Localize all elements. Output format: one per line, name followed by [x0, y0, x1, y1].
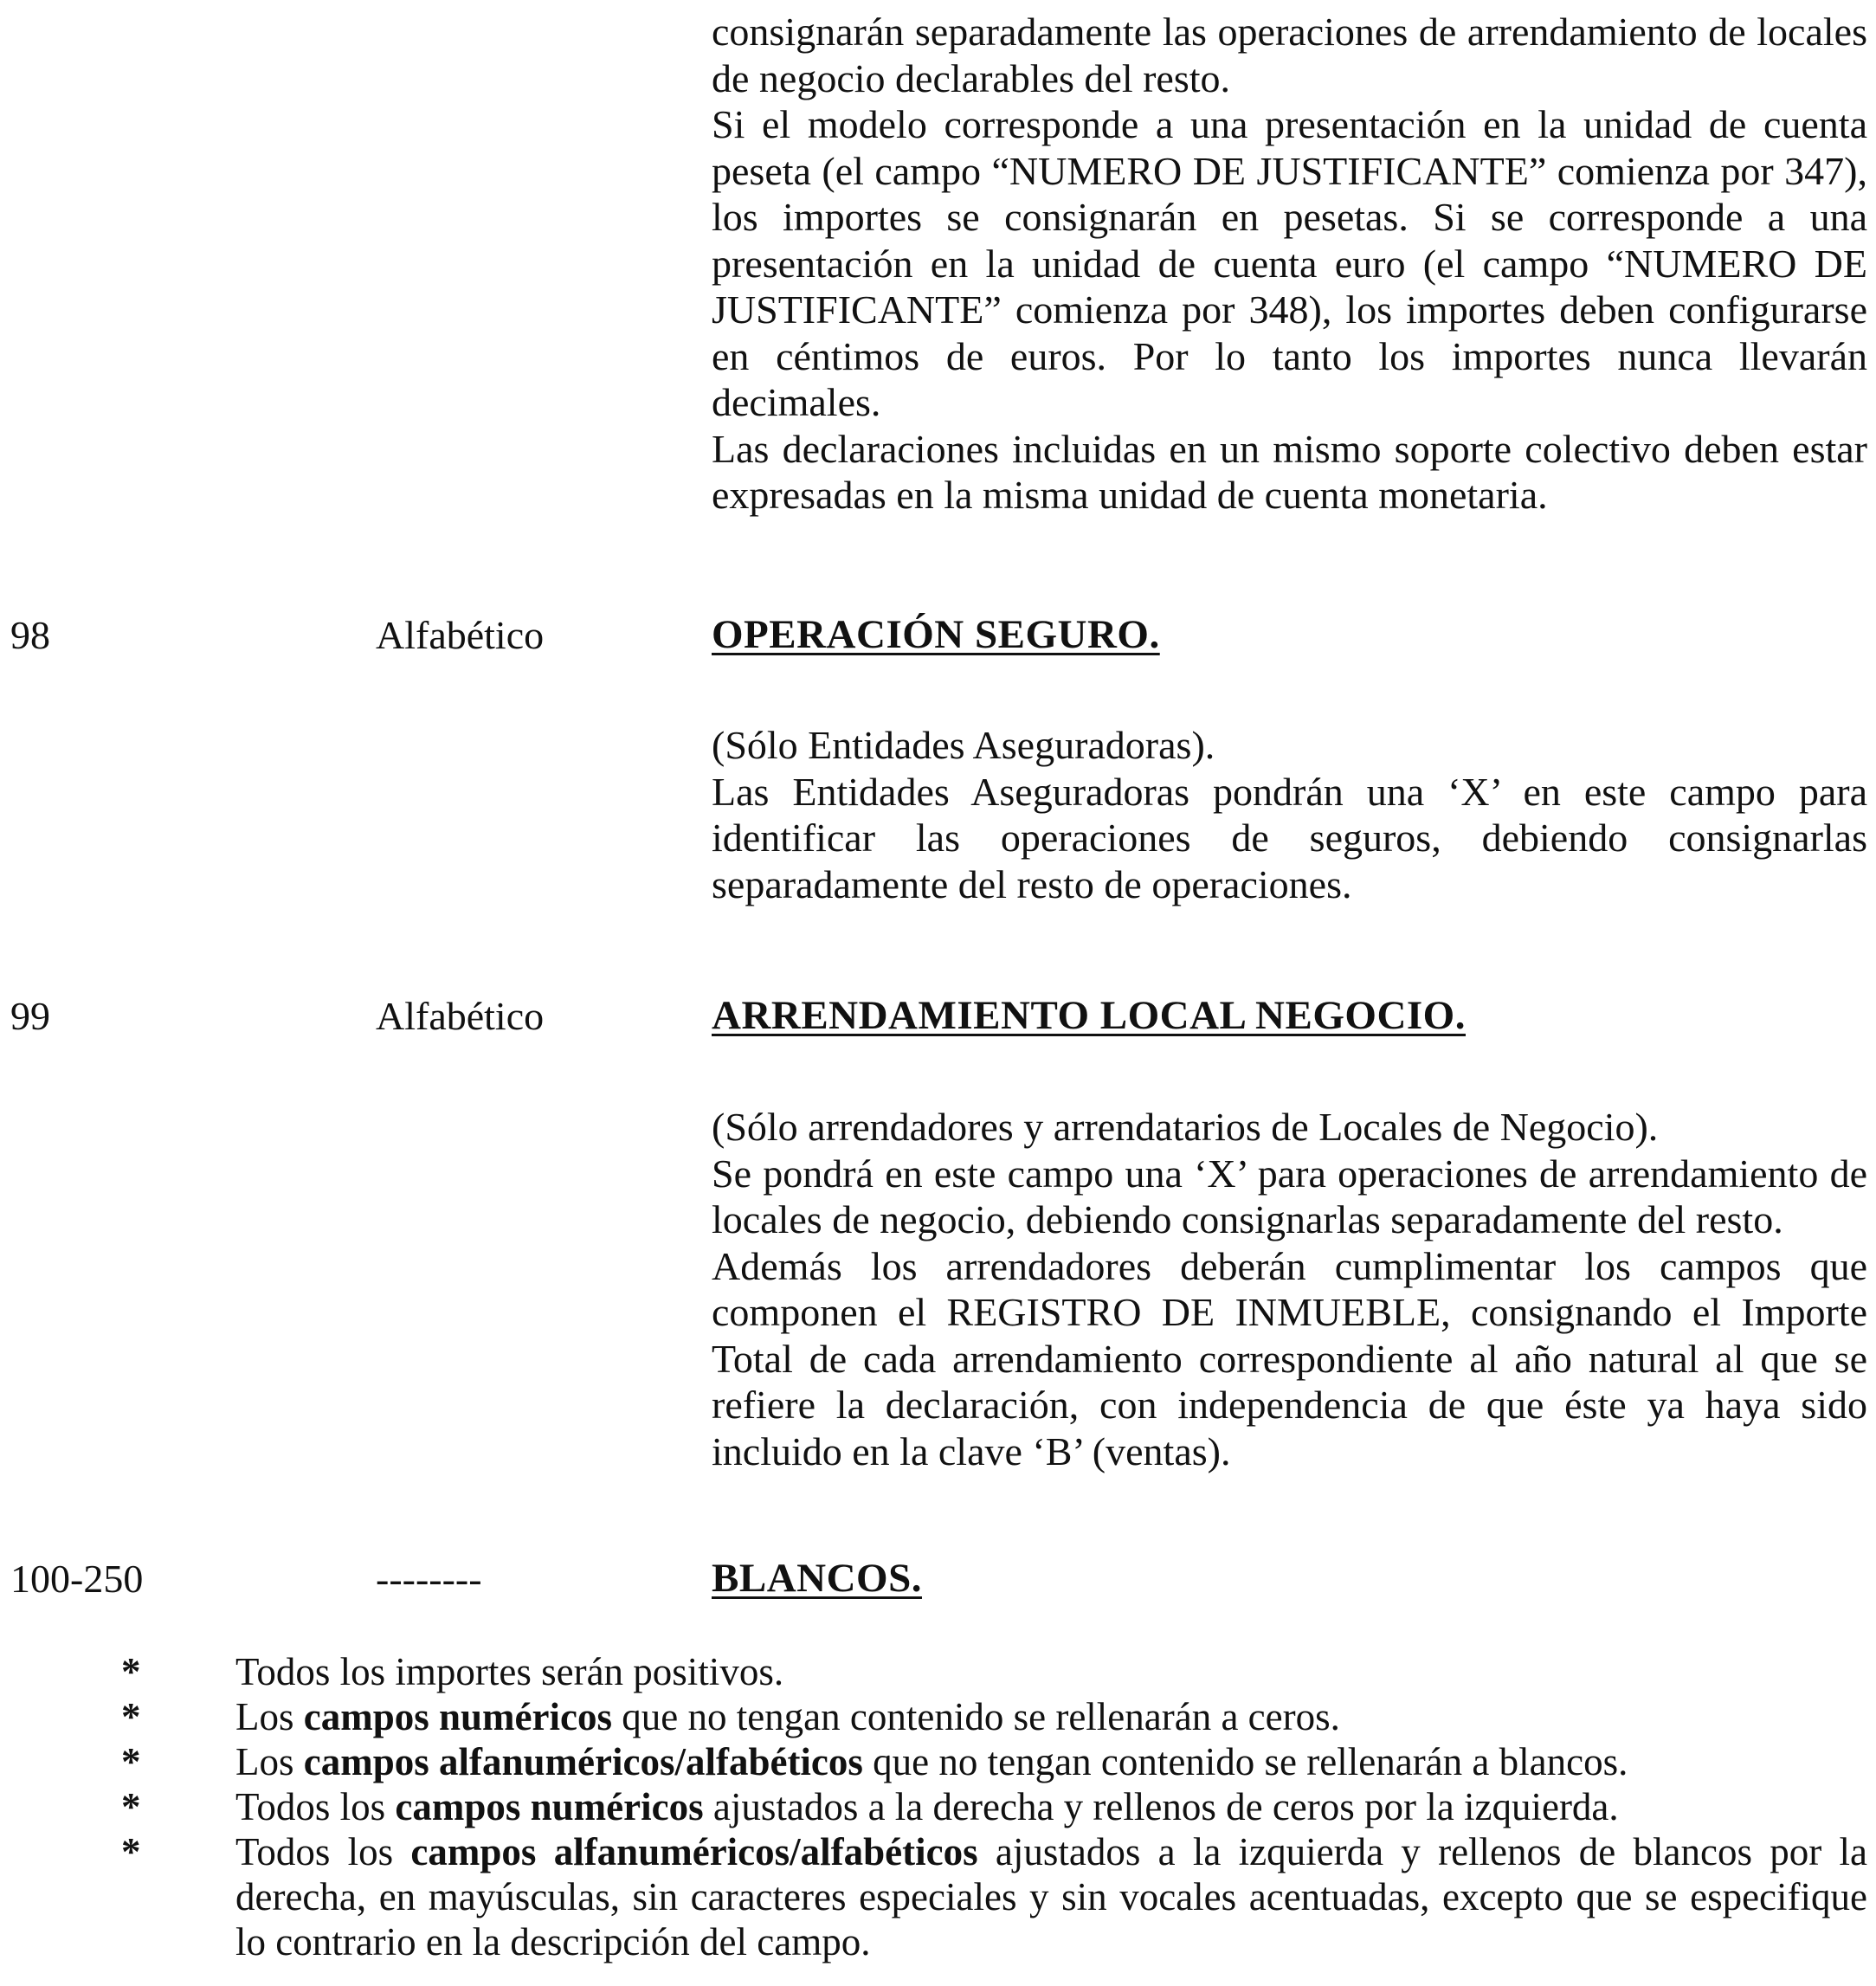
note-text: Los [235, 1740, 304, 1783]
general-notes-list [0, 1649, 1876, 1964]
asterisk-bullet: * [121, 1650, 141, 1693]
note-emphasis: campos alfanuméricos/alfabéticos [303, 1740, 863, 1783]
intro-paragraph: Si el modelo corresponde a una presentación en la unidad de cuenta peseta (el campo “NUMERO DE JUSTIFICANTE” comienza por 347), los importes se consignarán en pesetas. Si se corresponde a una presentación en la unidad de cuenta euro (el campo “NUMERO DE JUSTIFICANTE” comienza por 348), los importes deben configurarse en céntimos de euros. Por lo tanto los importes nunca llevarán decimales. [712, 102, 1867, 424]
field-type: Alfabético [376, 994, 545, 1038]
note-text: Todos los [235, 1830, 411, 1873]
note-emphasis: campos numéricos [303, 1695, 612, 1738]
field-paragraph: Además los arrendadores deberán cumplimentar los campos que componen el REGISTRO DE INMUEBLE, consignando el Importe Total de cada arrendamiento correspondiente al año natural al que se refiere la declaración, con independencia de que éste ya haya sido incluido en la clave ‘B’ (ventas). [712, 1243, 1867, 1473]
note-item [0, 1739, 1876, 1784]
field-paragraph: Las Entidades Aseguradoras pondrán una ‘X’ en este campo para identificar las operaciones de seguros, debiendo consignarlas separadamente del resto de operaciones. [712, 769, 1867, 906]
field-position: 99 [10, 994, 50, 1038]
intro-paragraph: consignarán separadamente las operaciones de arrendamiento de locales de negocio declarables del resto. [712, 10, 1867, 100]
note-item [0, 1694, 1876, 1739]
asterisk-bullet: * [121, 1785, 141, 1828]
field-type: -------- [376, 1557, 482, 1601]
note-emphasis: campos numéricos [395, 1785, 704, 1828]
field-position: 100-250 [10, 1557, 144, 1601]
note-text: Los [235, 1695, 304, 1738]
note-item [0, 1829, 1876, 1964]
note-text: que no tengan contenido se rellenarán a blancos. [862, 1740, 1628, 1783]
field-paragraph: (Sólo arrendadores y arrendatarios de Locales de Negocio). [712, 1105, 1659, 1149]
note-text: Todos los importes serán positivos. [235, 1650, 784, 1693]
field-paragraph: Se pondrá en este campo una ‘X’ para operaciones de arrendamiento de locales de negocio, debiendo consignarlas separadamente del resto. [712, 1151, 1867, 1241]
field-paragraph: (Sólo Entidades Aseguradoras). [712, 723, 1215, 767]
asterisk-bullet: * [121, 1830, 141, 1873]
field-description [712, 722, 1867, 907]
asterisk-bullet: * [121, 1695, 141, 1738]
note-text: ajustados a la izquierda y rellenos de blancos por la derecha, en mayúsculas, sin caracteres especiales y sin vocales acentuadas, excepto que se especifique lo contrario en la descripción del campo. [235, 1830, 1868, 1963]
field-position: 98 [10, 613, 50, 657]
field-title: BLANCOS. [712, 1556, 922, 1601]
note-emphasis: campos alfanuméricos/alfabéticos [410, 1830, 978, 1873]
intro-text [712, 9, 1867, 519]
field-description [712, 1104, 1867, 1474]
asterisk-bullet: * [121, 1740, 141, 1783]
note-item [0, 1649, 1876, 1694]
intro-paragraph: Las declaraciones incluidas en un mismo soporte colectivo deben estar expresadas en la misma unidad de cuenta monetaria. [712, 426, 1867, 517]
note-text: que no tengan contenido se rellenarán a ceros. [611, 1695, 1340, 1738]
note-text: Todos los [235, 1785, 396, 1828]
field-type: Alfabético [376, 613, 545, 657]
note-item [0, 1784, 1876, 1829]
note-text: ajustados a la derecha y rellenos de ceros por la izquierda. [703, 1785, 1619, 1828]
field-title: OPERACIÓN SEGURO. [712, 612, 1160, 657]
field-title: ARRENDAMIENTO LOCAL NEGOCIO. [712, 993, 1466, 1038]
